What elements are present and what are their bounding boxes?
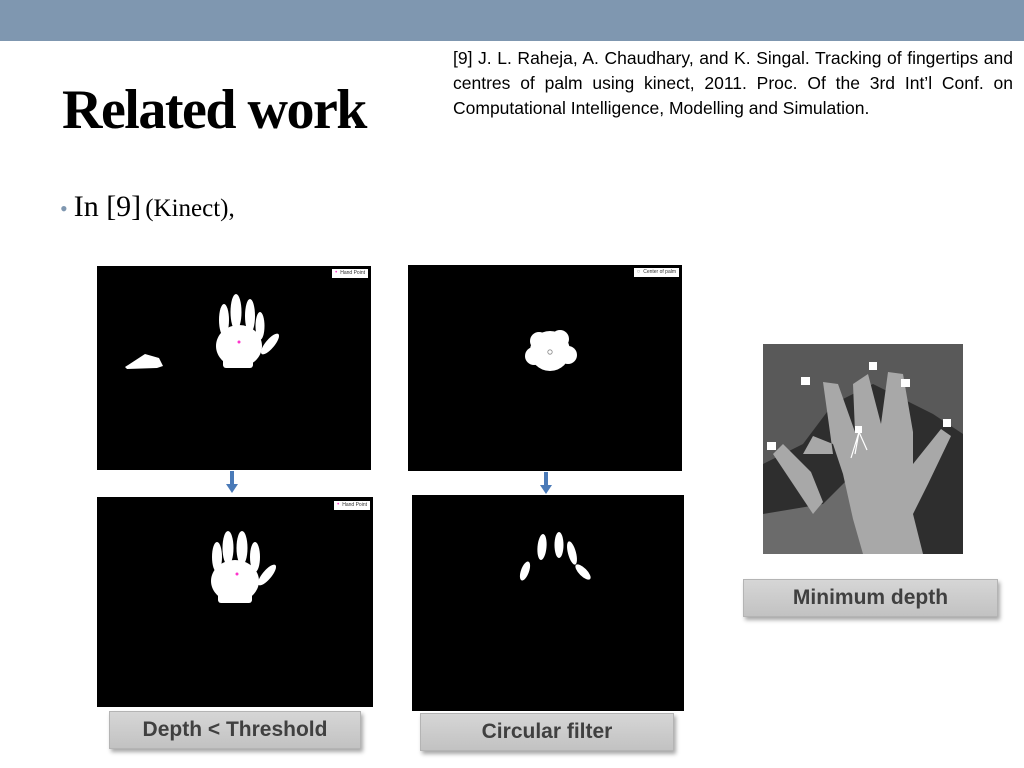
palm-region-image (408, 265, 682, 471)
reference-citation: [9] J. L. Raheja, A. Chaudhary, and K. Singal. Tracking of fingertips and centres of palm using kinect, 2011. Proc. Of the 3rd Int’l Conf. on Computational Intelligence, Modelling and Simulation. (453, 48, 1013, 118)
caption-minimum-depth: Minimum depth (743, 579, 998, 617)
slide-title: Related work (62, 79, 366, 141)
panel-hand-threshold (97, 497, 373, 707)
bullet-main-text: In [9] (73, 190, 142, 223)
panel-legend: • Hand Point (332, 269, 368, 278)
panel-legend: ○ Center of palm (634, 268, 679, 277)
caption-depth-threshold: Depth < Threshold (109, 711, 361, 749)
legend-label: Center of palm (643, 269, 676, 275)
hand-threshold-image (97, 497, 373, 707)
down-arrow-icon (540, 472, 552, 496)
hand-silhouette-image (97, 266, 371, 470)
panel-hand-raw (97, 266, 371, 470)
panel-legend: • Hand Point (334, 501, 370, 510)
depth-hand-image (763, 344, 963, 554)
header-bar (0, 0, 1024, 41)
bullet-dot-icon: • (60, 196, 68, 221)
bullet-sub-text: (Kinect), (145, 195, 235, 222)
legend-label: Hand Point (340, 270, 365, 276)
bullet-item (60, 190, 235, 224)
fingers-image (412, 495, 684, 711)
caption-circular-filter: Circular filter (420, 713, 674, 751)
panel-palm-center (408, 265, 682, 471)
panel-fingers-filtered (412, 495, 684, 711)
legend-label: Hand Point (342, 502, 367, 508)
down-arrow-icon (226, 471, 238, 495)
